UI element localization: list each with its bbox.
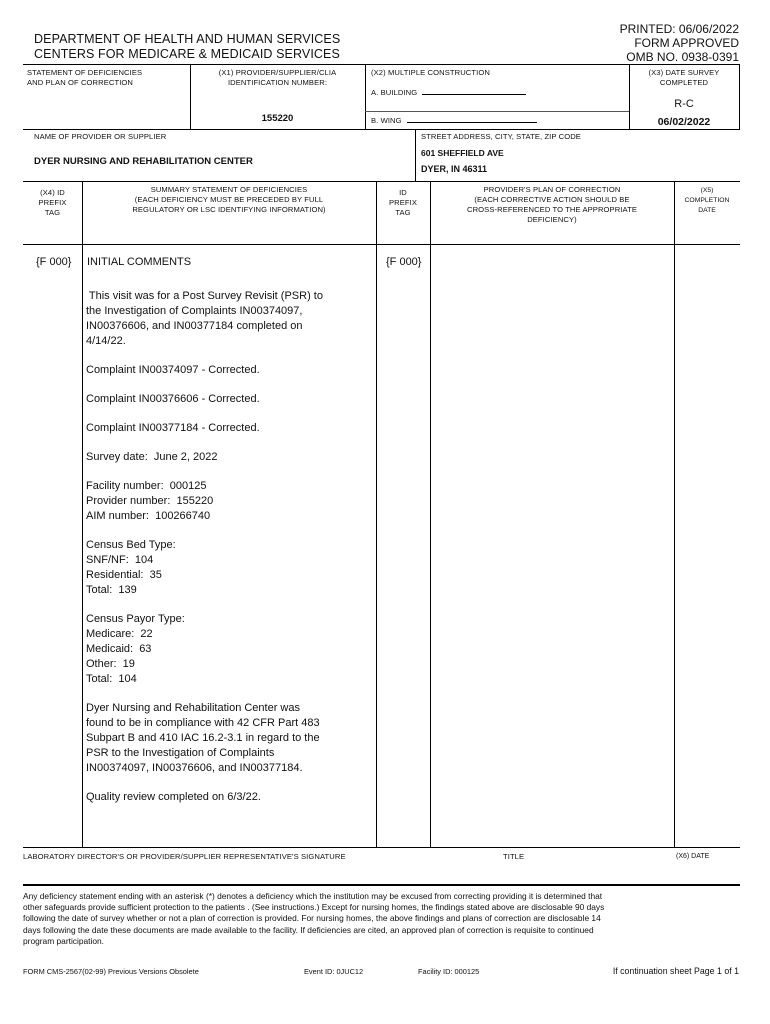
- survey-completed-date: 06/02/2022: [657, 116, 711, 128]
- x4-header: (X4) ID PREFIX TAG: [38, 188, 67, 217]
- wing-label: B. WING: [371, 116, 402, 125]
- x2-divider: [365, 111, 629, 112]
- provider-name: DYER NURSING AND REHABILITATION CENTER: [34, 156, 253, 167]
- paragraph: Quality review completed on 6/3/22.: [86, 791, 261, 803]
- summary-header: SUMMARY STATEMENT OF DEFICIENCIES (EACH DEFICIENCY MUST BE PRECEDED BY FULL REGULATORY OR LSC IDENTIFYING INFORMATION): [132, 185, 326, 214]
- facility-id: Facility ID: 000125: [418, 967, 480, 976]
- agency-header: [34, 32, 340, 62]
- col-divider-plan: [674, 181, 675, 847]
- address-line-2: DYER, IN 46311: [421, 164, 488, 174]
- agency-name: CENTERS FOR MEDICARE & MEDICAID SERVICES: [34, 47, 340, 61]
- address-label: STREET ADDRESS, CITY, STATE, ZIP CODE: [421, 132, 581, 141]
- entry-body: [86, 289, 374, 819]
- building-blank: [422, 85, 526, 95]
- col-divider-summary: [376, 181, 377, 847]
- page-info: If continuation sheet Page 1 of 1: [612, 966, 739, 976]
- disclosure-note: Any deficiency statement ending with an asterisk (*) denotes a deficiency which the institution may be excused from correcting providing it is determined that other safeguards provide sufficient protection to the patients . (See instructions.) Except for nursing homes, the findings stated above are disclosable 90 days following the date of survey whether or not a plan of correction is provided. For nursing homes, the above findings and plans of correction are disclosable 14 days following the date these documents are made available to the facility. If deficiencies are cited, an approved plan of correction is requisite to continued program participation.: [23, 891, 605, 946]
- column-header-bottom-border: [23, 244, 740, 245]
- paragraph: Complaint IN00374097 - Corrected.: [86, 364, 260, 376]
- signature-bottom-border: [23, 884, 740, 886]
- plan-header: PROVIDER'S PLAN OF CORRECTION (EACH CORRECTIVE ACTION SHOULD BE CROSS-REFERENCED TO THE APPROPRIATE DEFICIENCY): [466, 185, 638, 224]
- event-id: Event ID: 0JUC12: [304, 967, 364, 976]
- id-header: ID PREFIX TAG: [388, 188, 418, 217]
- paragraph: Complaint IN00377184 - Corrected.: [86, 422, 260, 434]
- form-status-block: [620, 22, 739, 64]
- x5-header: (X5) COMPLETION DATE: [684, 187, 730, 214]
- paragraph: Census Bed Type: SNF/NF: 104 Residential: 35 Total: 139: [86, 539, 176, 596]
- address-line-1: 601 SHEFFIELD AVE: [421, 148, 504, 158]
- form-approved-label: FORM APPROVED: [634, 36, 739, 50]
- printed-date: PRINTED: 06/06/2022: [619, 22, 739, 36]
- statement-label: STATEMENT OF DEFICIENCIES AND PLAN OF CORRECTION: [27, 68, 143, 87]
- row1-right-border: [739, 64, 740, 129]
- form-id: FORM CMS-2567(02-99) Previous Versions Obsolete: [23, 967, 199, 976]
- signature-date-label: (X6) DATE: [676, 853, 710, 860]
- x1-label: (X1) PROVIDER/SUPPLIER/CLIA IDENTIFICATION NUMBER:: [218, 68, 337, 87]
- provider-name-label: NAME OF PROVIDER OR SUPPLIER: [34, 132, 167, 141]
- col-divider-id: [430, 181, 431, 847]
- form-top-border: [23, 64, 740, 65]
- survey-type: R-C: [674, 98, 694, 110]
- building-label: A. BUILDING: [371, 88, 418, 97]
- building-field: [371, 85, 526, 98]
- paragraph: Facility number: 000125 Provider number: 155220 AIM number: 100266740: [86, 480, 214, 522]
- row1-divider-2: [365, 64, 366, 129]
- prefix-tag-left: {F 000}: [36, 256, 72, 268]
- signature-label: LABORATORY DIRECTOR'S OR PROVIDER/SUPPLIER REPRESENTATIVE'S SIGNATURE: [23, 852, 346, 861]
- row1-bottom-border: [23, 129, 740, 130]
- paragraph: Dyer Nursing and Rehabilitation Center was found to be in compliance with 42 CFR Part 483 Subpart B and 410 IAC 16.2-3.1 in regard to the PSR to the Investigation of Complaints IN00374097, IN00376606, and IN00377184.: [86, 702, 320, 774]
- wing-blank: [407, 113, 537, 123]
- omb-number: OMB NO. 0938-0391: [626, 50, 739, 64]
- x2-label: (X2) MULTIPLE CONSTRUCTION: [371, 68, 490, 77]
- paragraph: Complaint IN00376606 - Corrected.: [86, 393, 260, 405]
- paragraph: This visit was for a Post Survey Revisit (PSR) to the Investigation of Complaints IN00374097, IN00376606, and IN00377184 completed on 4/14/22.: [86, 290, 323, 347]
- title-label: TITLE: [503, 852, 525, 861]
- provider-id-number: 155220: [261, 113, 294, 124]
- col-divider-x4: [82, 181, 83, 847]
- paragraph: Census Payor Type: Medicare: 22 Medicaid: 63 Other: 19 Total: 104: [86, 613, 185, 685]
- row2-divider: [415, 129, 416, 181]
- x3-label: (X3) DATE SURVEY COMPLETED: [648, 68, 720, 87]
- row2-bottom-border: [23, 181, 740, 182]
- entry-heading: INITIAL COMMENTS: [87, 256, 192, 268]
- wing-field: [371, 113, 537, 126]
- paragraph: Survey date: June 2, 2022: [86, 451, 218, 463]
- body-bottom-border: [23, 847, 740, 848]
- department-name: DEPARTMENT OF HEALTH AND HUMAN SERVICES: [34, 32, 341, 46]
- prefix-tag-right: {F 000}: [386, 256, 422, 268]
